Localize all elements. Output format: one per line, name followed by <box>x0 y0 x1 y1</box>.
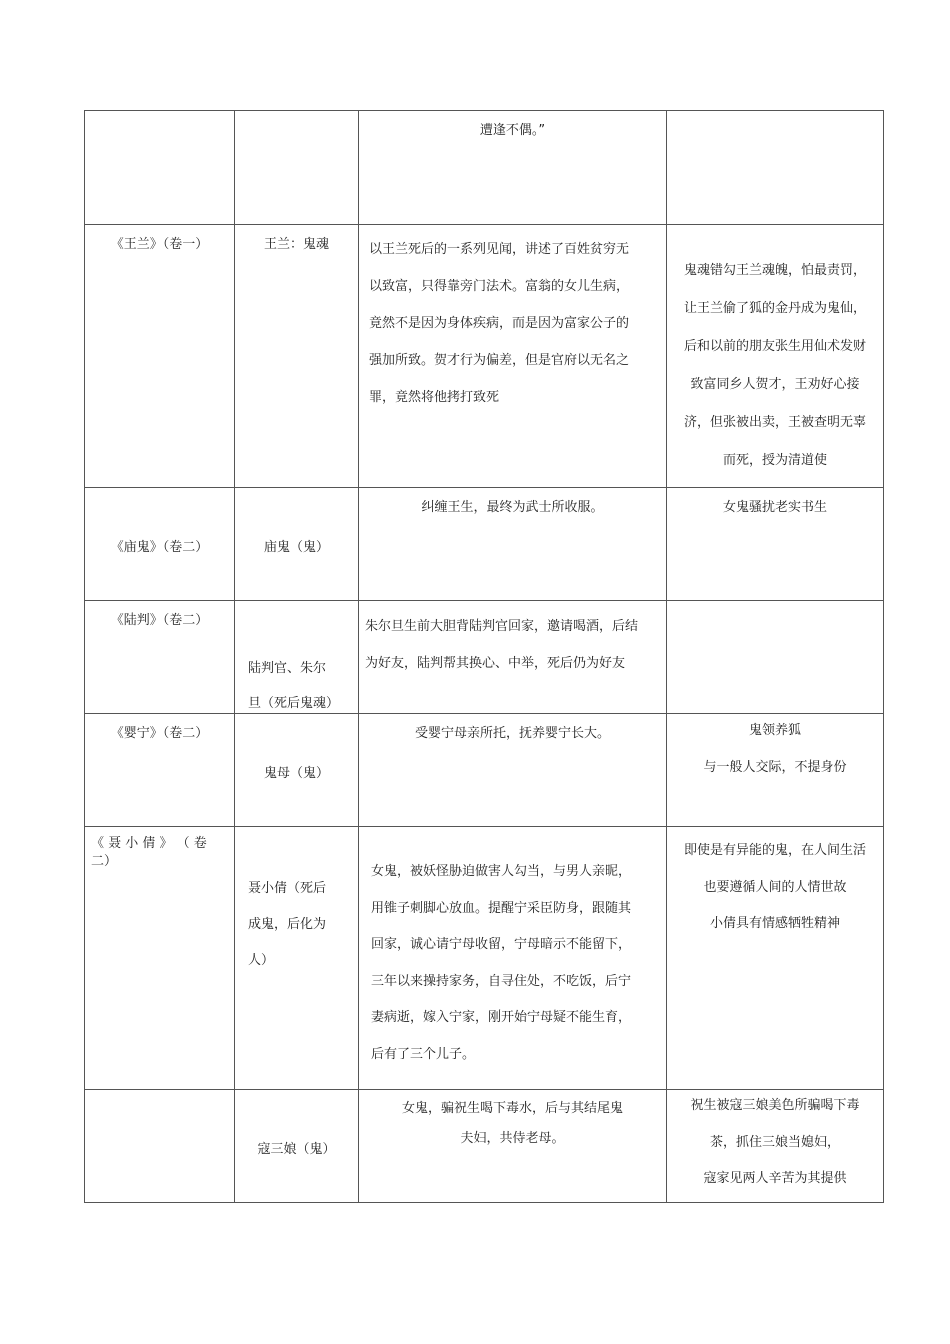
title-cell <box>85 111 235 225</box>
plot-cell <box>359 225 667 488</box>
plot-cell <box>359 1090 667 1203</box>
character-cell <box>235 827 359 1090</box>
plot-cell <box>359 488 667 601</box>
note-cell <box>667 1090 884 1203</box>
title-cell <box>85 601 235 714</box>
note-text: 女鬼骚扰老实书生 <box>722 500 827 515</box>
plot-text: 朱尔旦生前大胆背陆判官回家，邀请喝酒，后结 为好友，陆判帮其换心、中举，死后仍为好友 <box>365 619 639 671</box>
story-title: 《庙鬼》（卷二） <box>110 540 209 555</box>
note-text: 鬼魂错勾王兰魂魄，怕最责罚， 让王兰偷了狐的金丹成为鬼仙， 后和以前的朋友张生用仙术发财 致富同乡人贺才，王劝好心接 济，但张被出卖，王被查明无辜 而死，授为清道使 <box>683 263 866 468</box>
note-text: 祝生被寇三娘美色所骗喝下毒 茶，抓住三娘当媳妇， 寇家见两人辛苦为其提供 <box>690 1098 860 1186</box>
note-cell <box>667 111 884 225</box>
plot-text: 遭逢不偶。” <box>479 123 546 138</box>
title-cell <box>85 714 235 827</box>
table-row <box>85 1090 884 1203</box>
character-cell <box>235 225 359 488</box>
story-title: 《王兰》（卷一） <box>110 237 209 252</box>
character-cell <box>235 1090 359 1203</box>
title-cell <box>85 827 235 1090</box>
plot-cell <box>359 601 667 714</box>
plot-text: 以王兰死后的一系列见闻，讲述了百姓贫穷无 以致富，只得靠旁门法术。富翁的女儿生病， 竟然不是因为身体疾病，而是因为富家公子的 强加所致。贺才行为偏差，但是官府以无名之 罪，竟然将他拷打致死 <box>369 242 630 405</box>
character-cell <box>235 111 359 225</box>
note-cell <box>667 225 884 488</box>
character-text: 王兰：鬼魂 <box>263 237 329 252</box>
title-cell <box>85 488 235 601</box>
table-row <box>85 488 884 601</box>
plot-text: 受婴宁母亲所托，抚养婴宁长大。 <box>414 726 610 741</box>
story-table <box>84 110 884 1203</box>
plot-text: 纠缠王生，最终为武士所收服。 <box>421 500 604 515</box>
note-cell <box>667 827 884 1090</box>
character-cell <box>235 488 359 601</box>
table-row <box>85 827 884 1090</box>
character-text: 寇三娘（鬼） <box>257 1142 336 1157</box>
character-text: 鬼母（鬼） <box>263 766 329 781</box>
plot-text: 女鬼，被妖怪胁迫做害人勾当，与男人亲昵， 用锥子刺脚心放血。提醒宁采臣防身，跟随其 回家，诚心请宁母收留，宁母暗示不能留下， 三年以来操持家务，自寻住处，不吃饭，后宁 妻病逝，嫁入宁家，刚开始宁母疑不能生育， 后有了三个儿子。 <box>371 864 632 1062</box>
note-cell <box>667 601 884 714</box>
story-title: 《 聂 小 倩 》 （ 卷 二） <box>91 836 207 869</box>
title-cell <box>85 1090 235 1203</box>
plot-cell <box>359 714 667 827</box>
note-cell <box>667 714 884 827</box>
story-title: 《陆判》（卷二） <box>110 613 209 628</box>
table-row <box>85 601 884 714</box>
note-text: 鬼领养狐 与一般人交际，不提身份 <box>703 723 847 775</box>
character-text: 聂小倩（死后 成鬼，后化为 人） <box>248 881 327 968</box>
story-title: 《婴宁》（卷二） <box>110 726 209 741</box>
table-row <box>85 714 884 827</box>
note-cell <box>667 488 884 601</box>
character-cell <box>235 714 359 827</box>
character-text: 庙鬼（鬼） <box>263 540 329 555</box>
character-cell <box>235 601 359 714</box>
title-cell <box>85 225 235 488</box>
character-text: 陆判官、朱尔 旦（死后鬼魂） <box>248 661 340 711</box>
plot-text: 女鬼，骗祝生喝下毒水，后与其结尾鬼 夫妇，共侍老母。 <box>401 1101 623 1146</box>
plot-cell <box>359 111 667 225</box>
table-row <box>85 225 884 488</box>
plot-cell <box>359 827 667 1090</box>
note-text: 即使是有异能的鬼，在人间生活 也要遵循人间的人情世故 小倩具有情感牺牲精神 <box>683 843 866 931</box>
table-row <box>85 111 884 225</box>
